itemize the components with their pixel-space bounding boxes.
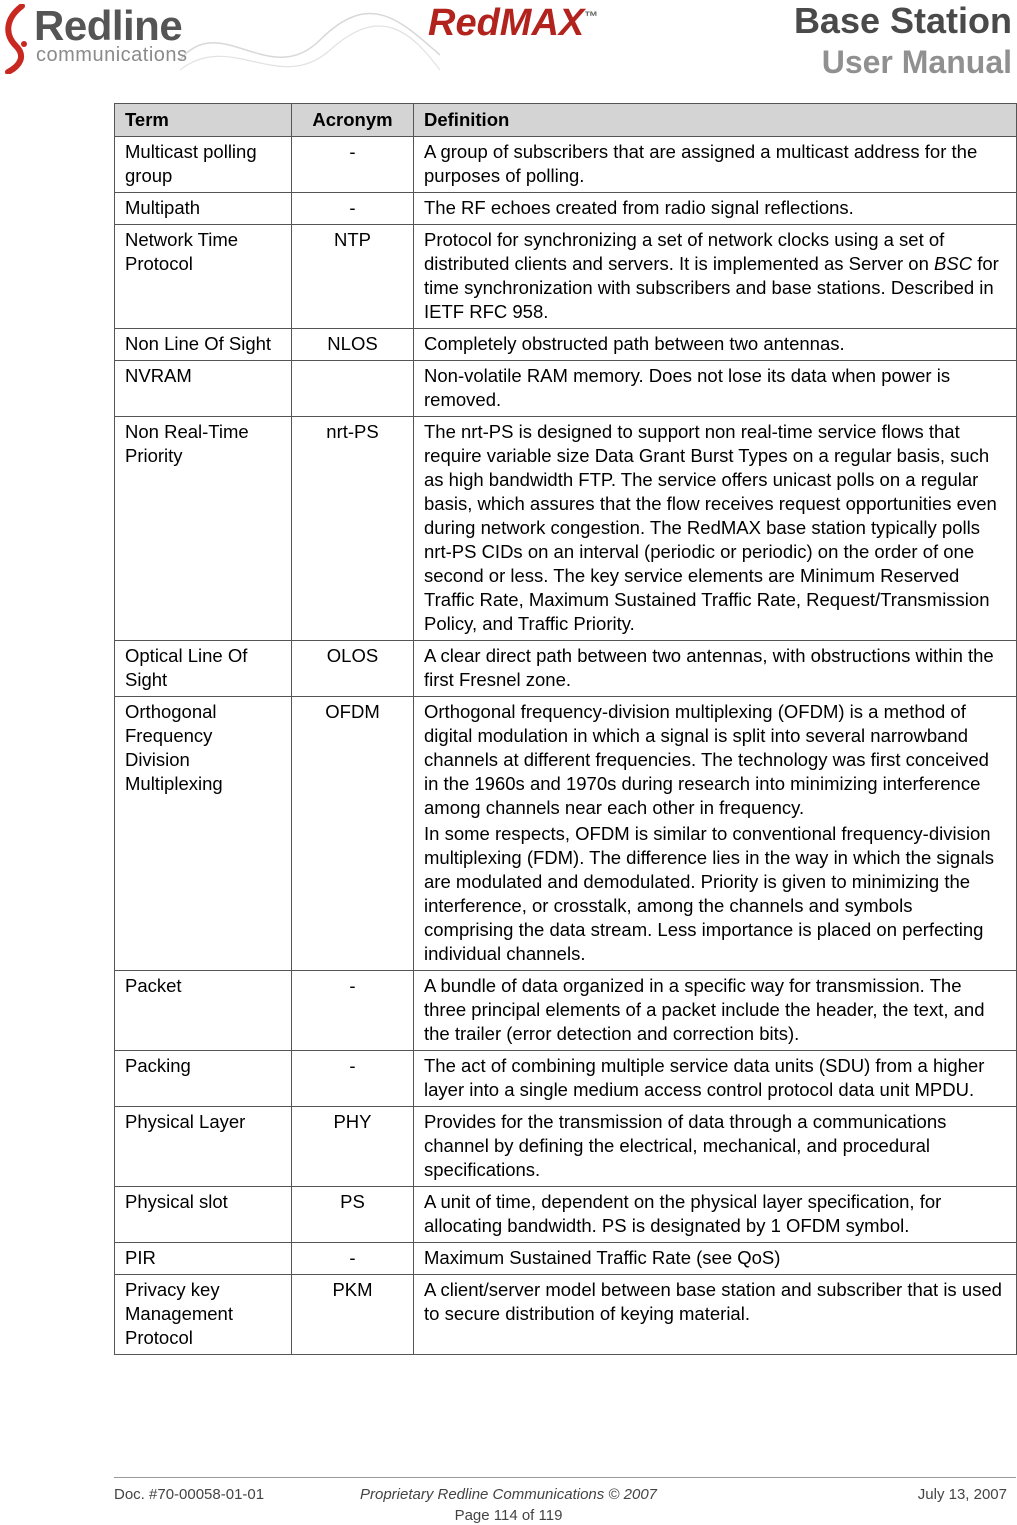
column-header-acronym: Acronym [292, 104, 414, 137]
table-row [115, 1187, 1017, 1243]
term-cell: Packet [115, 971, 292, 1051]
definition-paragraph: In some respects, OFDM is similar to conventional frequency-division multiplexing (FDM). The difference lies in the way in which the signals are modulated and demodulated. Priority is given to minimizing the interference, or crosstalk, among the channels and symbols comprising the data stream. Less importance is placed on perfecting individual channels. [424, 823, 994, 964]
term-cell: Multicast polling group [115, 137, 292, 193]
term-cell: Physical Layer [115, 1107, 292, 1187]
product-label: RedMAX [428, 2, 585, 44]
definition-cell [414, 137, 1017, 193]
term-cell: Orthogonal Frequency Division Multiplexing [115, 697, 292, 971]
definition-cell [414, 361, 1017, 417]
definition-paragraph: A group of subscribers that are assigned a multicast address for the purposes of polling. [424, 141, 978, 186]
footer-doc-number: Doc. #70-00058-01-01 [114, 1486, 265, 1503]
definition-cell [414, 225, 1017, 329]
acronym-cell: PS [292, 1187, 414, 1243]
table-row [115, 417, 1017, 641]
term-cell: NVRAM [115, 361, 292, 417]
definition-paragraph: A unit of time, dependent on the physical layer specification, for allocating bandwidth. PS is designated by 1 OFDM symbol. [424, 1191, 942, 1236]
term-cell: Multipath [115, 193, 292, 225]
term-cell: Privacy key Management Protocol [115, 1275, 292, 1355]
acronym-cell: NLOS [292, 329, 414, 361]
term-cell: Non Line Of Sight [115, 329, 292, 361]
footer-proprietary: Proprietary Redline Communications © 2007 [359, 1486, 658, 1503]
table-row [115, 697, 1017, 971]
manual-title-line1: Base Station [793, 0, 1012, 41]
definition-paragraph: Maximum Sustained Traffic Rate (see QoS) [424, 1247, 781, 1268]
definition-cell [414, 1051, 1017, 1107]
acronym-cell: OFDM [292, 697, 414, 971]
product-name [428, 2, 598, 45]
definition-paragraph: The act of combining multiple service data units (SDU) from a higher layer into a single medium access control protocol data unit MPDU. [424, 1055, 985, 1100]
acronym-cell: nrt-PS [292, 417, 414, 641]
definition-paragraph: Completely obstructed path between two antennas. [424, 333, 845, 354]
glossary-body [115, 137, 1017, 1355]
term-cell: Non Real-Time Priority [115, 417, 292, 641]
acronym-cell: - [292, 971, 414, 1051]
table-row [115, 361, 1017, 417]
definition-paragraph: Provides for the transmission of data through a communications channel by defining the electrical, mechanical, and procedural specifications. [424, 1111, 947, 1180]
acronym-cell: NTP [292, 225, 414, 329]
table-row [115, 329, 1017, 361]
acronym-cell: OLOS [292, 641, 414, 697]
glossary-table [114, 103, 1017, 1355]
definition-cell [414, 417, 1017, 641]
footer-divider [114, 1477, 1016, 1478]
table-row [115, 225, 1017, 329]
definition-cell [414, 329, 1017, 361]
definition-paragraph: Orthogonal frequency-division multiplexing (OFDM) is a method of digital modulation in which a signal is split into several narrowband channels at different frequencies. The technology was first conceived in the 1960s and 1970s during research into minimizing interference among channels near each other in frequency. [424, 701, 989, 818]
definition-paragraph: Non-volatile RAM memory. Does not lose its data when power is removed. [424, 365, 951, 410]
acronym-cell: - [292, 1243, 414, 1275]
decorative-swirl [180, 0, 440, 90]
definition-paragraph: A clear direct path between two antennas, with obstructions within the first Fresnel zone. [424, 645, 994, 690]
footer-date: July 13, 2007 [917, 1486, 1007, 1503]
term-cell: Packing [115, 1051, 292, 1107]
definition-paragraph: A client/server model between base station and subscriber that is used to secure distribution of keying material. [424, 1279, 1002, 1324]
acronym-cell: - [292, 1051, 414, 1107]
table-row [115, 1107, 1017, 1187]
acronym-cell: PHY [292, 1107, 414, 1187]
definition-paragraph: The RF echoes created from radio signal reflections. [424, 197, 854, 218]
column-header-definition: Definition [414, 104, 1017, 137]
table-header-row [115, 104, 1017, 137]
term-cell: Optical Line Of Sight [115, 641, 292, 697]
acronym-cell: - [292, 137, 414, 193]
redline-logo-icon [2, 4, 36, 74]
definition-cell [414, 1275, 1017, 1355]
table-row [115, 1051, 1017, 1107]
logo-subtitle: communications [36, 44, 188, 66]
column-header-term: Term [115, 104, 292, 137]
term-cell: Network Time Protocol [115, 225, 292, 329]
definition-cell [414, 1243, 1017, 1275]
definition-cell [414, 641, 1017, 697]
definition-cell [414, 971, 1017, 1051]
definition-cell [414, 1187, 1017, 1243]
definition-cell [414, 697, 1017, 971]
trademark-mark: ™ [584, 8, 599, 24]
manual-title-line2: User Manual [821, 44, 1012, 80]
definition-paragraph: A bundle of data organized in a specific way for transmission. The three principal elements of a packet include the header, the text, and the trailer (error detection and correction bits). [424, 975, 985, 1044]
definition-paragraph: Protocol for synchronizing a set of network clocks using a set of distributed clients and servers. It is implemented as Server on BSC for time synchronization with subscribers and base stations. Described in IETF RFC 958. [424, 229, 999, 322]
definition-cell [414, 1107, 1017, 1187]
term-cell: Physical slot [115, 1187, 292, 1243]
table-row [115, 1275, 1017, 1355]
footer-page-number: Page 114 of 119 [454, 1507, 563, 1524]
table-row [115, 137, 1017, 193]
acronym-cell: PKM [292, 1275, 414, 1355]
table-row [115, 1243, 1017, 1275]
table-row [115, 971, 1017, 1051]
table-row [115, 641, 1017, 697]
acronym-cell [292, 361, 414, 417]
definition-paragraph: The nrt-PS is designed to support non real-time service flows that require variable size Data Grant Burst Types on a regular basis, such as high bandwidth FTP. The service offers unicast polls on a regular basis, which assures that the flow receives request opportunities even during network congestion. The RedMAX base station typically polls nrt-PS CIDs on an interval (periodic or periodic) on the order of one second or less. The key service elements are Minimum Reserved Traffic Rate, Maximum Sustained Traffic Rate, Request/Transmission Policy, and Traffic Priority. [424, 421, 997, 634]
logo-wordmark: Redline [34, 2, 183, 49]
table-row [115, 193, 1017, 225]
page-header [0, 0, 1017, 90]
term-cell: PIR [115, 1243, 292, 1275]
acronym-cell: - [292, 193, 414, 225]
definition-cell [414, 193, 1017, 225]
